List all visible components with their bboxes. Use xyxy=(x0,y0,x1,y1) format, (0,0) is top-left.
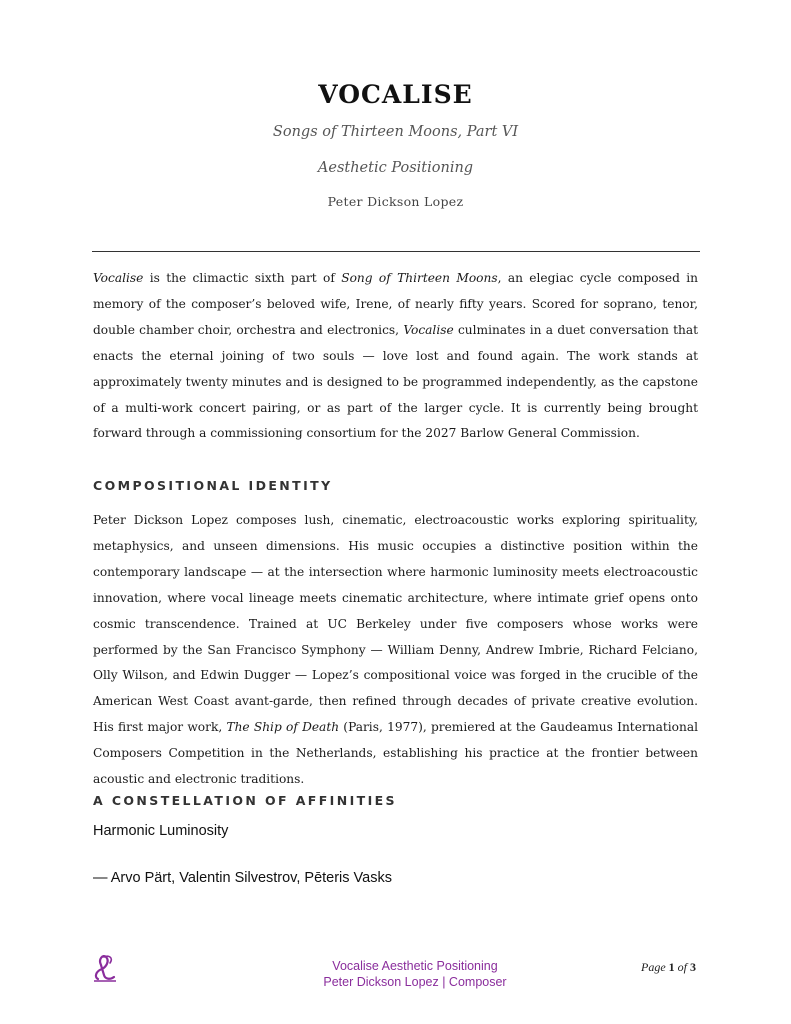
affinity-title: Harmonic Luminosity xyxy=(93,823,229,839)
title-divider xyxy=(92,251,700,252)
document-subtitle: Songs of Thirteen Moons, Part VI xyxy=(272,124,519,140)
section-heading-affinities: A CONSTELLATION OF AFFINITIES xyxy=(93,793,397,808)
section-heading-compositional-identity: COMPOSITIONAL IDENTITY xyxy=(93,478,333,493)
cycle-title: Song of Thirteen Moons xyxy=(341,271,498,285)
pdl-monogram-logo-icon xyxy=(88,951,122,985)
footer-document-name: Vocalise Aesthetic Positioning xyxy=(332,959,498,973)
intro-paragraph: Vocalise is the climactic sixth part of Song of Thirteen Moons, an elegiac cycle composed in memory of the composer’s beloved wife, Irene, of nearly fifty years. Scored for soprano, tenor, double chamber choir, orchestra and electronics, Vocalise culminates in a duet conversation that enacts the eternal joining of two souls — love lost and found again. The work stands at approximately twenty minutes and is designed to be programmed independently, as the capstone of a multi-work concert pairing, or as part of the larger cycle. It is currently being brought forward through a commissioning consortium for the 2027 Barlow General Commission. xyxy=(93,271,698,441)
footer-author-credit: Peter Dickson Lopez | Composer xyxy=(323,975,507,989)
document-subtitle-secondary: Aesthetic Positioning xyxy=(317,160,474,176)
page-indicator: Page 1 of 3 xyxy=(641,960,696,974)
footer-text xyxy=(215,958,615,990)
compositional-identity-paragraph: Peter Dickson Lopez composes lush, cinematic, electroacoustic works exploring spirituality, metaphysics, and unseen dimensions. His music occupies a distinctive position within the contemporary landscape — at the intersection where harmonic luminosity meets electroacoustic innovation, where vocal lineage meets cinematic architecture, where intimate grief opens onto cosmic transcendence. Trained at UC Berkeley under five composers whose works were performed by the San Francisco Symphony — William Denny, Andrew Imbrie, Richard Felciano, Olly Wilson, and Edwin Dugger — Lopez’s compositional voice was forged in the crucible of the American West Coast avant-garde, then refined through decades of private creative evolution. His first major work, The Ship of Death (Paris, 1977), premiered at the Gaudeamus International Composers Competition in the Netherlands, establishing his practice at the frontier between acoustic and electronic traditions. xyxy=(93,513,698,787)
work-title: Vocalise xyxy=(93,271,144,285)
document-title: VOCALISE xyxy=(318,80,473,109)
work-title: The Ship of Death xyxy=(226,720,340,735)
author-name: Peter Dickson Lopez xyxy=(327,194,464,209)
work-title: Vocalise xyxy=(403,322,454,337)
affinity-composers: — Arvo Pärt, Valentin Silvestrov, Pēteris Vasks xyxy=(93,870,392,886)
